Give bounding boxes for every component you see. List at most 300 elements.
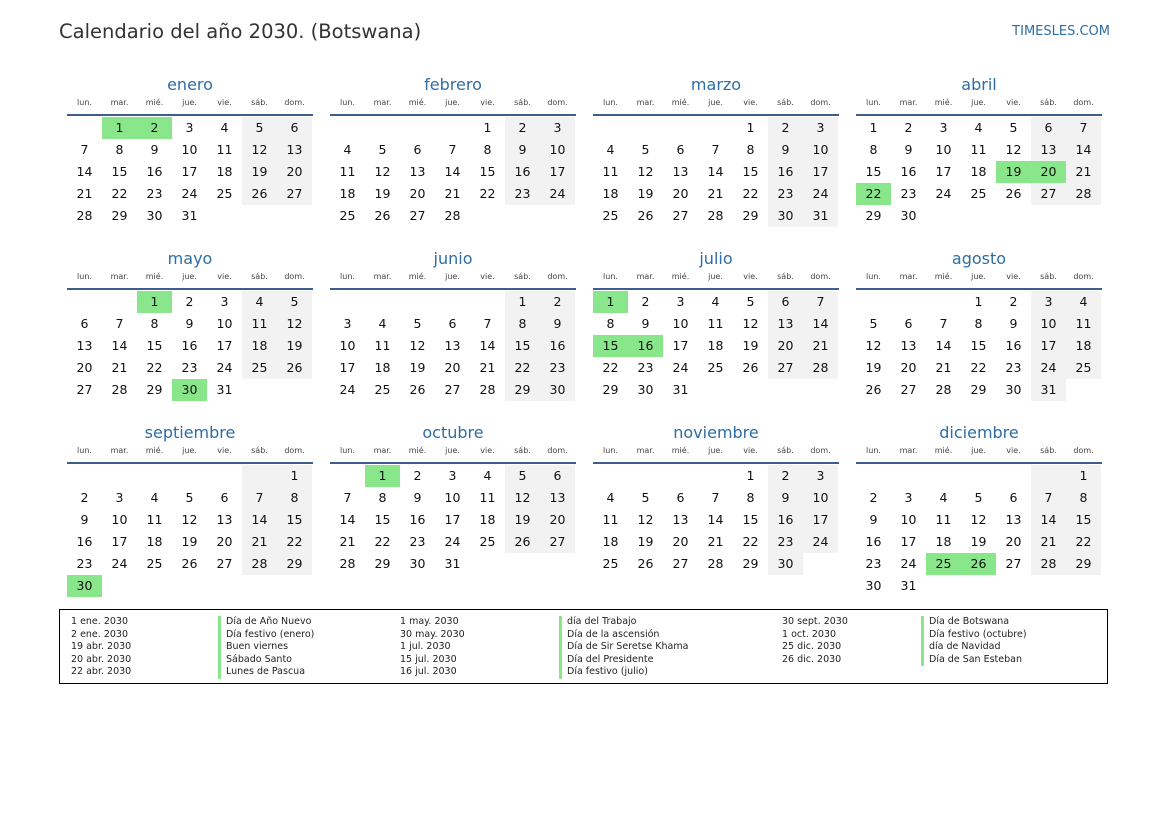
day-cell: 8 (746, 142, 755, 157)
weekday-label: mié. (408, 446, 427, 455)
empty-day-cell (330, 117, 365, 139)
holiday-date: 2 ene. 2030 (71, 628, 128, 640)
day-cell: 10 (181, 142, 198, 157)
day-cell: 5 (242, 117, 277, 139)
weekday-header (856, 98, 1102, 116)
day-cell: 8 (378, 490, 387, 505)
weekday-label: sáb. (777, 272, 794, 281)
day-cell: 3 (1031, 291, 1066, 313)
day-cell: 2 (80, 490, 89, 505)
weekday-label: vie. (480, 446, 495, 455)
day-cell: 24 (540, 183, 575, 205)
day-cell: 7 (803, 291, 838, 313)
weekday-label: vie. (480, 272, 495, 281)
day-cell: 19 (637, 186, 654, 201)
day-cell: 20 (216, 534, 233, 549)
weekday-header (593, 272, 839, 290)
day-cell: 16 (505, 161, 540, 183)
day-cell: 26 (865, 382, 882, 397)
day-cell: 5 (746, 294, 755, 309)
holiday-date: 16 jul. 2030 (400, 666, 457, 677)
day-cell: 18 (479, 512, 496, 527)
weekday-label: mié. (408, 272, 427, 281)
day-cell: 24 (900, 556, 917, 571)
day-cell: 7 (1031, 487, 1066, 509)
holiday-name: día del Trabajo (567, 616, 637, 627)
empty-day-cell (102, 291, 137, 313)
weekday-header (593, 98, 839, 116)
day-cell: 7 (711, 142, 720, 157)
day-cell: 30 (900, 208, 917, 223)
day-cell: 3 (540, 117, 575, 139)
day-cell: 25 (374, 382, 391, 397)
day-cell: 25 (970, 186, 987, 201)
day-cell: 20 (277, 161, 312, 183)
day-cell: 27 (768, 357, 803, 379)
day-cell: 8 (115, 142, 124, 157)
day-cell: 26 (409, 382, 426, 397)
day-cell: 14 (76, 164, 93, 179)
weekday-label: vie. (743, 98, 758, 107)
day-cell: 6 (1009, 490, 1018, 505)
day-cell: 28 (707, 208, 724, 223)
day-cell: 30 (637, 382, 654, 397)
weekday-label: jue. (971, 272, 986, 281)
day-cell: 11 (935, 512, 952, 527)
holiday-day-cell: 19 (996, 161, 1031, 183)
day-cell: 10 (900, 512, 917, 527)
day-cell: 17 (216, 338, 233, 353)
day-cell: 2 (185, 294, 194, 309)
day-cell: 6 (277, 117, 312, 139)
day-cell: 28 (444, 208, 461, 223)
day-cell: 28 (935, 382, 952, 397)
day-cell: 1 (746, 120, 755, 135)
day-cell: 18 (146, 534, 163, 549)
day-cell: 14 (803, 313, 838, 335)
weekday-label: lun. (77, 446, 92, 455)
day-cell: 9 (505, 139, 540, 161)
holiday-date: 1 jul. 2030 (400, 641, 451, 652)
weekday-label: dom. (810, 272, 831, 281)
day-cell: 29 (146, 382, 163, 397)
day-cell: 21 (242, 531, 277, 553)
day-cell: 26 (742, 360, 759, 375)
day-cell: 1 (974, 294, 983, 309)
day-cell: 16 (181, 338, 198, 353)
empty-day-cell (400, 291, 435, 313)
month-mayo (67, 248, 313, 401)
day-cell: 11 (1066, 313, 1101, 335)
day-cell: 12 (1005, 142, 1022, 157)
holiday-names-column (559, 616, 688, 679)
holiday-day-cell: 25 (926, 553, 961, 575)
day-cell: 27 (900, 382, 917, 397)
weekday-label: mar. (899, 272, 918, 281)
weekday-label: dom. (284, 446, 305, 455)
empty-day-cell (891, 465, 926, 487)
day-cell: 12 (374, 164, 391, 179)
day-cell: 2 (768, 465, 803, 487)
day-cell: 20 (444, 360, 461, 375)
day-cell: 6 (676, 142, 685, 157)
day-cell: 23 (540, 357, 575, 379)
day-cell: 17 (1031, 335, 1066, 357)
day-cell: 22 (970, 360, 987, 375)
days-grid (67, 291, 313, 401)
weekday-label: mar. (373, 446, 392, 455)
day-cell: 11 (216, 142, 233, 157)
day-cell: 29 (1066, 553, 1101, 575)
month-name: abril (961, 75, 997, 94)
month-name: febrero (424, 75, 482, 94)
day-cell: 22 (505, 357, 540, 379)
holiday-names-column (218, 616, 314, 679)
weekday-label: sáb. (1040, 446, 1057, 455)
day-cell: 28 (707, 556, 724, 571)
day-cell: 5 (641, 490, 650, 505)
empty-day-cell (856, 291, 891, 313)
day-cell: 18 (374, 360, 391, 375)
day-cell: 17 (672, 338, 689, 353)
weekday-label: mié. (145, 272, 164, 281)
day-cell: 23 (900, 186, 917, 201)
weekday-label: lun. (866, 446, 881, 455)
day-cell: 1 (277, 465, 312, 487)
month-diciembre (856, 422, 1102, 597)
day-cell: 29 (742, 208, 759, 223)
empty-day-cell (330, 465, 365, 487)
day-cell: 8 (483, 142, 492, 157)
day-cell: 15 (505, 335, 540, 357)
weekday-label: lun. (603, 446, 618, 455)
holiday-date: 20 abr. 2030 (71, 653, 132, 665)
day-cell: 7 (80, 142, 89, 157)
day-cell: 22 (742, 534, 759, 549)
holiday-date: 30 may. 2030 (400, 628, 465, 640)
day-cell: 17 (339, 360, 356, 375)
day-cell: 24 (803, 183, 838, 205)
day-cell: 12 (865, 338, 882, 353)
empty-day-cell (365, 291, 400, 313)
day-cell: 16 (768, 161, 803, 183)
day-cell: 7 (115, 316, 124, 331)
day-cell: 15 (970, 338, 987, 353)
day-cell: 22 (111, 186, 128, 201)
weekday-label: jue. (445, 272, 460, 281)
day-cell: 21 (935, 360, 952, 375)
day-cell: 13 (672, 164, 689, 179)
day-cell: 13 (672, 512, 689, 527)
day-cell: 6 (413, 142, 422, 157)
holiday-name: Día festivo (julio) (567, 666, 648, 677)
holiday-name: Día del Presidente (567, 653, 654, 665)
holiday-name: Día de la ascensión (567, 628, 660, 640)
weekday-label: jue. (182, 446, 197, 455)
day-cell: 14 (1031, 509, 1066, 531)
day-cell: 3 (803, 117, 838, 139)
day-cell: 9 (1009, 316, 1018, 331)
empty-day-cell (926, 291, 961, 313)
holiday-names-column (921, 616, 1027, 666)
day-cell: 7 (343, 490, 352, 505)
weekday-label: jue. (182, 272, 197, 281)
day-cell: 24 (672, 360, 689, 375)
weekday-label: lun. (603, 98, 618, 107)
day-cell: 3 (676, 294, 685, 309)
day-cell: 18 (707, 338, 724, 353)
day-cell: 16 (146, 164, 163, 179)
page-title: Calendario del año 2030. (Botswana) (59, 20, 422, 43)
month-febrero (330, 74, 576, 227)
day-cell: 12 (277, 313, 312, 335)
empty-day-cell (67, 291, 102, 313)
day-cell: 16 (900, 164, 917, 179)
weekday-label: mié. (671, 272, 690, 281)
weekday-label: vie. (480, 98, 495, 107)
day-cell: 24 (444, 534, 461, 549)
day-cell: 8 (1066, 487, 1101, 509)
day-cell: 3 (115, 490, 124, 505)
day-cell: 14 (935, 338, 952, 353)
day-cell: 7 (483, 316, 492, 331)
month-name: septiembre (144, 423, 236, 442)
empty-day-cell (1031, 465, 1066, 487)
month-enero (67, 74, 313, 227)
day-cell: 2 (540, 291, 575, 313)
day-cell: 12 (242, 139, 277, 161)
day-cell: 21 (707, 534, 724, 549)
weekday-label: dom. (1073, 98, 1094, 107)
weekday-label: sáb. (1040, 98, 1057, 107)
day-cell: 13 (76, 338, 93, 353)
day-cell: 11 (339, 164, 356, 179)
day-cell: 7 (1066, 117, 1101, 139)
day-cell: 1 (505, 291, 540, 313)
day-cell: 30 (768, 553, 803, 575)
day-cell: 16 (409, 512, 426, 527)
day-cell: 1 (746, 468, 755, 483)
day-cell: 28 (76, 208, 93, 223)
day-cell: 8 (606, 316, 615, 331)
day-cell: 12 (181, 512, 198, 527)
day-cell: 11 (374, 338, 391, 353)
day-cell: 24 (339, 382, 356, 397)
day-cell: 29 (505, 379, 540, 401)
month-name: agosto (951, 249, 1007, 268)
day-cell: 10 (803, 487, 838, 509)
day-cell: 2 (641, 294, 650, 309)
day-cell: 7 (711, 490, 720, 505)
day-cell: 19 (181, 534, 198, 549)
month-julio (593, 248, 839, 401)
weekday-label: jue. (445, 98, 460, 107)
calendar-grid (67, 74, 1102, 604)
weekday-label: sáb. (514, 272, 531, 281)
day-cell: 13 (768, 313, 803, 335)
days-grid (330, 291, 576, 401)
day-cell: 14 (479, 338, 496, 353)
empty-day-cell (102, 465, 137, 487)
day-cell: 23 (181, 360, 198, 375)
day-cell: 5 (505, 465, 540, 487)
day-cell: 26 (242, 183, 277, 205)
day-cell: 10 (540, 139, 575, 161)
day-cell: 21 (707, 186, 724, 201)
holiday-name: Día de Año Nuevo (226, 616, 312, 627)
holiday-date: 15 jul. 2030 (400, 653, 457, 665)
day-cell: 25 (707, 360, 724, 375)
day-cell: 17 (803, 161, 838, 183)
day-cell: 31 (803, 205, 838, 227)
day-cell: 18 (1066, 335, 1101, 357)
day-cell: 6 (448, 316, 457, 331)
empty-day-cell (172, 465, 207, 487)
holiday-name: día de Navidad (929, 641, 1001, 652)
day-cell: 27 (277, 183, 312, 205)
holiday-day-cell: 22 (856, 183, 891, 205)
day-cell: 28 (479, 382, 496, 397)
day-cell: 9 (80, 512, 89, 527)
weekday-label: jue. (971, 446, 986, 455)
day-cell: 18 (242, 335, 277, 357)
holiday-list (59, 609, 1108, 684)
weekday-label: vie. (1006, 98, 1021, 107)
day-cell: 23 (768, 531, 803, 553)
holiday-day-cell: 15 (593, 335, 628, 357)
day-cell: 21 (479, 360, 496, 375)
weekday-label: vie. (217, 98, 232, 107)
day-cell: 28 (1031, 553, 1066, 575)
day-cell: 12 (637, 512, 654, 527)
month-name: junio (433, 249, 473, 268)
day-cell: 19 (277, 335, 312, 357)
weekday-label: dom. (810, 446, 831, 455)
day-cell: 11 (970, 142, 987, 157)
day-cell: 11 (479, 490, 496, 505)
day-cell: 9 (641, 316, 650, 331)
day-cell: 31 (444, 556, 461, 571)
day-cell: 24 (803, 531, 838, 553)
day-cell: 3 (803, 465, 838, 487)
day-cell: 5 (378, 142, 387, 157)
site-link[interactable]: TIMESLES.COM (1012, 24, 1110, 39)
day-cell: 6 (768, 291, 803, 313)
day-cell: 19 (409, 360, 426, 375)
weekday-label: jue. (182, 98, 197, 107)
day-cell: 10 (935, 142, 952, 157)
holiday-name: Día de Sir Seretse Khama (567, 641, 689, 652)
weekday-header (856, 272, 1102, 290)
day-cell: 5 (974, 490, 983, 505)
weekday-label: mar. (110, 272, 129, 281)
day-cell: 15 (742, 164, 759, 179)
weekday-label: sáb. (251, 446, 268, 455)
month-octubre (330, 422, 576, 575)
day-cell: 24 (181, 186, 198, 201)
days-grid (856, 291, 1102, 401)
day-cell: 24 (111, 556, 128, 571)
holiday-name: Día de Botswana (929, 616, 1010, 627)
day-cell: 28 (803, 357, 838, 379)
days-grid (593, 291, 839, 401)
day-cell: 21 (76, 186, 93, 201)
day-cell: 12 (637, 164, 654, 179)
day-cell: 9 (150, 142, 159, 157)
day-cell: 19 (242, 161, 277, 183)
day-cell: 8 (746, 490, 755, 505)
holiday-day-cell: 26 (961, 553, 996, 575)
weekday-label: jue. (708, 98, 723, 107)
day-cell: 8 (505, 313, 540, 335)
day-cell: 18 (935, 534, 952, 549)
weekday-label: mar. (110, 98, 129, 107)
weekday-label: mar. (110, 446, 129, 455)
day-cell: 16 (76, 534, 93, 549)
day-cell: 26 (374, 208, 391, 223)
month-septiembre (67, 422, 313, 597)
holiday-day-cell: 20 (1031, 161, 1066, 183)
day-cell: 8 (869, 142, 878, 157)
days-grid (67, 117, 313, 227)
day-cell: 4 (343, 142, 352, 157)
day-cell: 23 (409, 534, 426, 549)
day-cell: 29 (374, 556, 391, 571)
day-cell: 31 (216, 382, 233, 397)
day-cell: 28 (242, 553, 277, 575)
weekday-header (67, 446, 313, 464)
day-cell: 20 (672, 186, 689, 201)
weekday-label: jue. (445, 446, 460, 455)
day-cell: 5 (1009, 120, 1018, 135)
day-cell: 13 (1031, 139, 1066, 161)
day-cell: 4 (606, 490, 615, 505)
day-cell: 3 (185, 120, 194, 135)
day-cell: 29 (602, 382, 619, 397)
weekday-label: mié. (145, 98, 164, 107)
days-grid (856, 117, 1102, 227)
day-cell: 5 (277, 291, 312, 313)
weekday-label: mar. (636, 446, 655, 455)
weekday-label: dom. (1073, 272, 1094, 281)
day-cell: 23 (76, 556, 93, 571)
weekday-label: mar. (636, 272, 655, 281)
month-name: diciembre (939, 423, 1019, 442)
day-cell: 1 (1066, 465, 1101, 487)
weekday-label: mié. (671, 446, 690, 455)
day-cell: 20 (768, 335, 803, 357)
weekday-label: dom. (547, 98, 568, 107)
day-cell: 13 (540, 487, 575, 509)
day-cell: 21 (111, 360, 128, 375)
day-cell: 3 (904, 490, 913, 505)
month-marzo (593, 74, 839, 227)
day-cell: 23 (505, 183, 540, 205)
day-cell: 3 (220, 294, 229, 309)
day-cell: 30 (409, 556, 426, 571)
holiday-day-cell: 16 (628, 335, 663, 357)
day-cell: 13 (900, 338, 917, 353)
holiday-date: 25 dic. 2030 (782, 641, 842, 652)
day-cell: 1 (869, 120, 878, 135)
day-cell: 14 (707, 512, 724, 527)
day-cell: 27 (540, 531, 575, 553)
day-cell: 27 (672, 556, 689, 571)
weekday-label: sáb. (251, 272, 268, 281)
holiday-day-cell: 2 (137, 117, 172, 139)
day-cell: 2 (904, 120, 913, 135)
day-cell: 3 (343, 316, 352, 331)
